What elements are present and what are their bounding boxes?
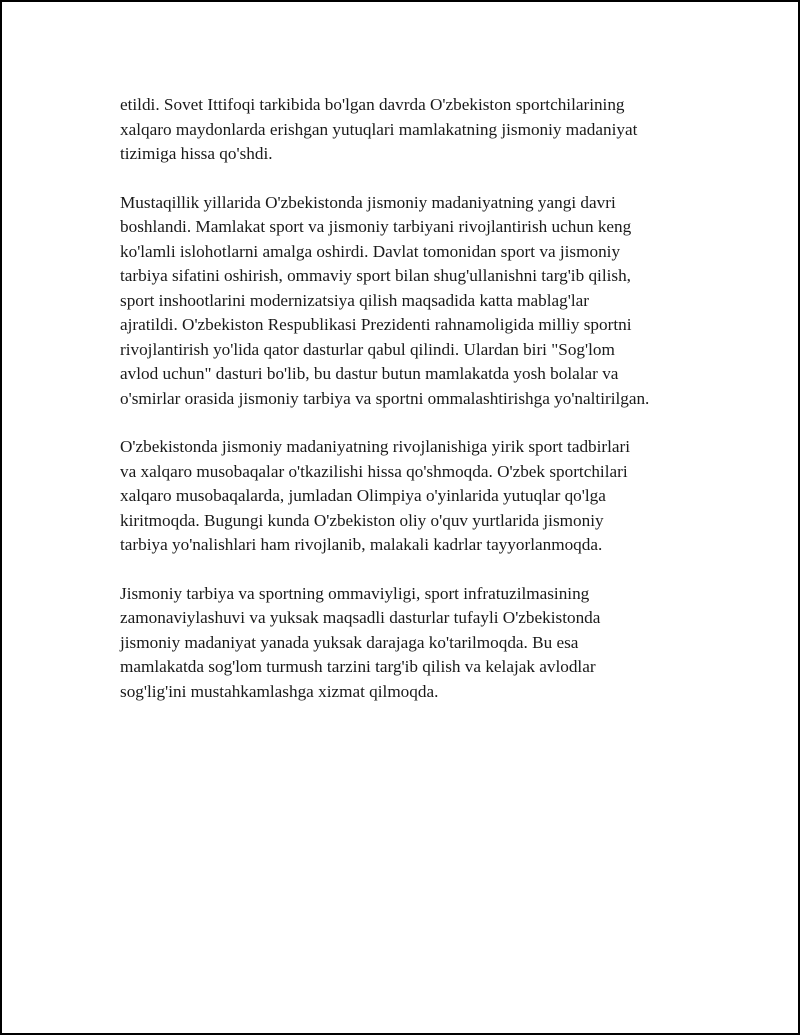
text-line: tarbiya yo'nalishlari ham rivojlanib, malakali kadrlar tayyorlanmoqda.	[120, 535, 603, 554]
text-line: xalqaro musobaqalarda, jumladan Olimpiya o'yinlarida yutuqlar qo'lga	[120, 486, 606, 505]
text-line: xalqaro maydonlarda erishgan yutuqlari mamlakatning jismoniy madaniyat	[120, 119, 638, 139]
text-line: Jismoniy tarbiya va sportning ommaviyligi, sport infratuzilmasining	[120, 583, 590, 603]
text-line: Mustaqillik yillarida O'zbekistonda jismoniy madaniyatning yangi davri	[120, 192, 616, 212]
text-line: boshlandi. Mamlakat sport va jismoniy tarbiyani rivojlantirish uchun keng	[120, 217, 632, 236]
paragraph-4	[120, 582, 700, 705]
text-line: tizimiga hissa qo'shdi.	[120, 144, 273, 163]
text-line: ko'lamli islohotlarni amalga oshirdi. Davlat tomonidan sport va jismoniy	[120, 241, 621, 261]
text-line: rivojlantirish yo'lida qator dasturlar qabul qilindi. Ulardan biri "Sog'lom	[120, 339, 615, 359]
text-line: tarbiya sifatini oshirish, ommaviy sport bilan shug'ullanishni targ'ib qilish,	[120, 266, 631, 285]
paragraph-2	[120, 191, 700, 412]
text-line: sport inshootlarini modernizatsiya qilish maqsadida katta mablag'lar	[120, 290, 589, 310]
document-body	[120, 93, 700, 728]
paragraph-1	[120, 93, 700, 167]
text-line: jismoniy madaniyat yanada yuksak darajaga ko'tarilmoqda. Bu esa	[120, 632, 579, 652]
text-line: avlod uchun" dasturi bo'lib, bu dastur butun mamlakatda yosh bolalar va	[120, 364, 619, 383]
text-line: zamonaviylashuvi va yuksak maqsadli dasturlar tufayli O'zbekistonda	[120, 608, 601, 627]
text-line: kiritmoqda. Bugungi kunda O'zbekiston oliy o'quv yurtlarida jismoniy	[120, 510, 604, 530]
text-line: O'zbekistonda jismoniy madaniyatning rivojlanishiga yirik sport tadbirlari	[120, 437, 631, 456]
text-line: mamlakatda sog'lom turmush tarzini targ'ib qilish va kelajak avlodlar	[120, 657, 596, 676]
text-line: ajratildi. O'zbekiston Respublikasi Prezidenti rahnamoligida milliy sportni	[120, 315, 632, 334]
text-line: etildi. Sovet Ittifoqi tarkibida bo'lgan davrda O'zbekiston sportchilarining	[120, 95, 625, 114]
text-line: va xalqaro musobaqalar o'tkazilishi hissa qo'shmoqda. O'zbek sportchilari	[120, 461, 628, 481]
text-line: o'smirlar orasida jismoniy tarbiya va sportni ommalashtirishga yo'naltirilgan.	[120, 388, 650, 408]
paragraph-3	[120, 435, 700, 558]
text-line: sog'lig'ini mustahkamlashga xizmat qilmoqda.	[120, 681, 439, 701]
